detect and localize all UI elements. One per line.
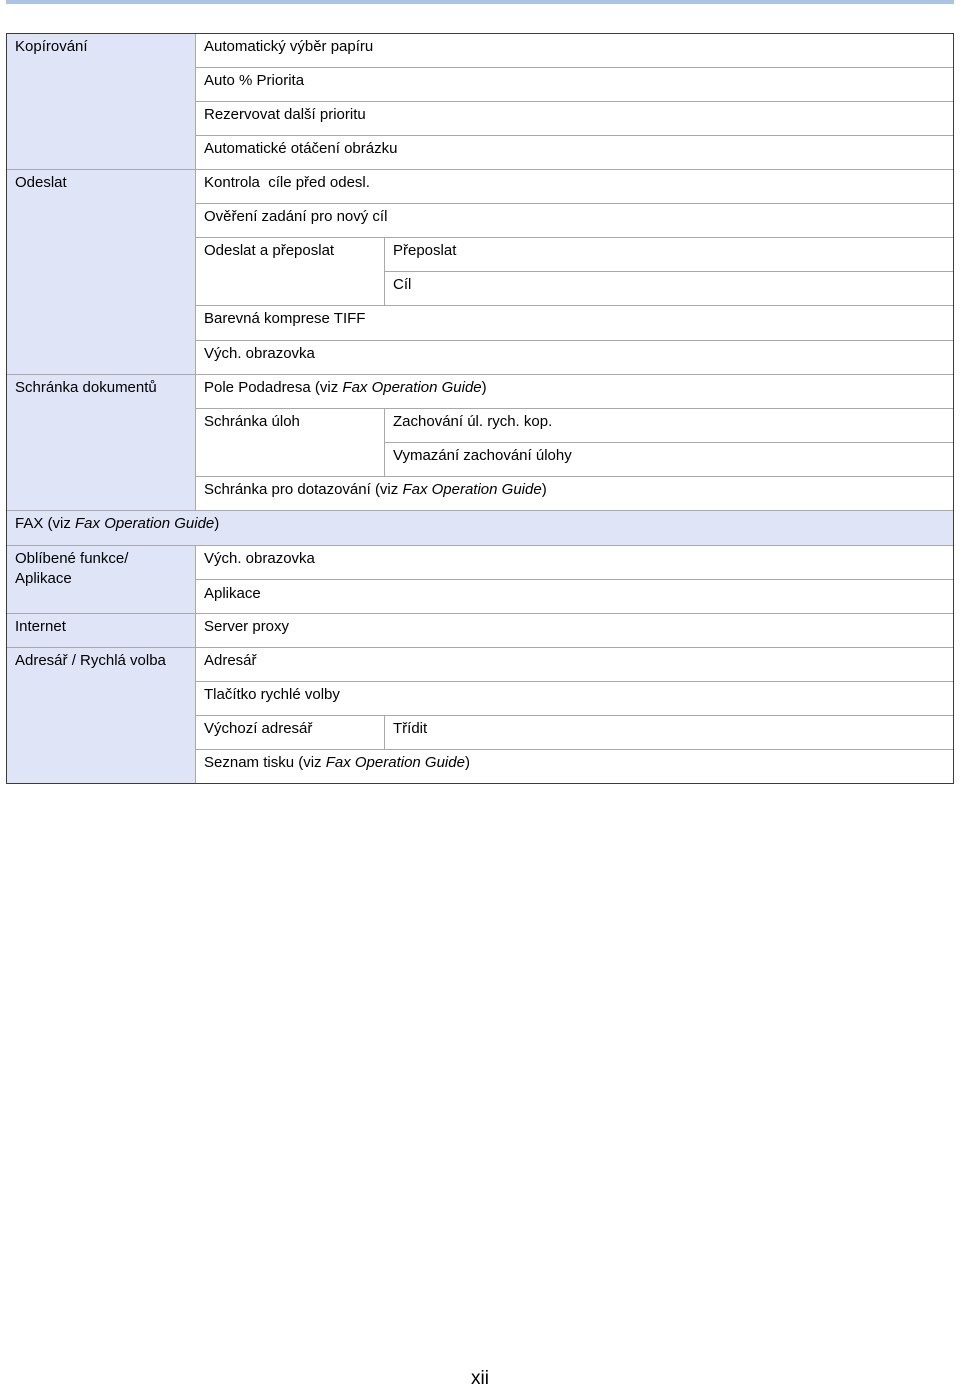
divider-row [195,647,954,648]
row-destination [384,271,954,305]
category-document-box [6,374,195,510]
auto-rotation-label: Automatické otáčení obrázku [204,140,398,157]
destination-label: Cíl [393,276,412,293]
reserve-priority-label: Rezervovat další prioritu [204,106,366,123]
entry-check-label: Ověření zadání pro nový cíl [204,208,388,225]
row-send-default-screen [195,340,954,374]
divider-row [195,135,954,136]
send-default-screen-label: Vých. obrazovka [204,345,315,362]
settings-menu-table [6,33,954,784]
divider-column-sub [384,408,385,476]
row-entry-check [195,203,954,237]
page-number: xii [471,1368,489,1389]
job-box-label: Schránka úloh [204,413,300,430]
divider-left-send-docbox [6,374,195,375]
category-document-box-label: Schránka dokumentů [15,379,157,396]
address-book-label: Adresář [204,652,257,669]
category-internet-label: Internet [15,618,66,635]
subaddress-suffix: ) [481,379,487,396]
category-send-label: Odeslat [15,174,67,191]
row-default-address-book [195,715,384,749]
divider-fax-top [6,510,954,511]
divider-column-sub [384,715,385,749]
row-delete-job-retention [384,442,954,476]
divider-row [195,408,954,409]
category-address-book [6,647,195,784]
row-auto-paper [195,33,954,67]
row-send-and-forward [195,237,384,305]
divider-row [195,203,954,204]
row-favorites-applications [195,579,954,613]
row-quick-copy-retention [384,408,954,442]
divider-row [195,305,954,306]
divider-column-sub [384,237,385,305]
divider-left-favorites-internet [6,613,195,614]
divider-row [195,237,954,238]
divider-row [195,613,954,614]
polling-suffix: ) [541,481,547,498]
quick-copy-retention-label: Zachování úl. rych. kop. [393,413,553,430]
category-fax [6,510,954,545]
divider-row [195,715,954,716]
divider-row [195,476,954,477]
category-favorites-line1: Oblíbené funkce/ [15,550,129,567]
divider-row [195,681,954,682]
row-print-list [195,749,954,784]
category-favorites [6,545,195,613]
divider-row [195,169,954,170]
auto-paper-label: Automatický výběr papíru [204,38,374,55]
row-forward [384,237,954,271]
row-sort [384,715,954,749]
subaddress-italic: Fax Operation Guide [342,379,482,396]
top-rule [6,0,954,4]
category-favorites-line2: Aplikace [15,570,72,587]
subaddress-prefix: Pole Podadresa (viz [204,379,343,396]
divider-row [195,749,954,750]
print-list-italic: Fax Operation Guide [325,754,465,771]
polling-prefix: Schránka pro dotazování (viz [204,481,403,498]
row-reserve-priority [195,101,954,135]
row-auto-priority [195,67,954,101]
category-send [6,169,195,374]
divider-row [195,374,954,375]
category-internet [6,613,195,647]
category-address-book-label: Adresář / Rychlá volba [15,652,166,669]
category-fax-prefix: FAX (viz [15,515,76,532]
row-polling-box [195,476,954,510]
favorites-default-screen-label: Vých. obrazovka [204,550,315,567]
category-fax-suffix: ) [214,515,220,532]
forward-label: Přeposlat [393,242,457,259]
category-copy-label: Kopírování [15,38,88,55]
row-job-box [195,408,384,476]
sort-label: Třídit [393,720,428,737]
divider-row [195,340,954,341]
divider-column-main [195,33,196,510]
favorites-applications-label: Aplikace [204,585,261,602]
delete-job-retention-label: Vymazání zachování úlohy [393,447,572,464]
row-color-tiff [195,305,954,340]
divider-row [195,67,954,68]
row-one-touch [195,681,954,715]
divider-row [384,271,954,272]
check-destination-label: Kontrola cíle před odesl. [204,174,370,191]
print-list-prefix: Seznam tisku (viz [204,754,326,771]
divider-fax-bottom [6,545,954,546]
divider-left-copy-send [6,169,195,170]
print-list-suffix: ) [464,754,470,771]
divider-left-internet-address [6,647,195,648]
one-touch-label: Tlačítko rychlé volby [204,686,340,703]
send-and-forward-label: Odeslat a přeposlat [204,242,335,259]
row-favorites-default-screen [195,545,954,579]
row-proxy [195,613,954,647]
divider-column-main [195,545,196,784]
category-copy [6,33,195,169]
row-auto-rotation [195,135,954,169]
divider-row [195,579,954,580]
row-address-book [195,647,954,681]
row-subaddress-box [195,374,954,408]
proxy-label: Server proxy [204,618,290,635]
auto-priority-label: Auto % Priorita [204,72,305,89]
divider-row [384,442,954,443]
category-fax-italic: Fax Operation Guide [75,515,215,532]
polling-italic: Fax Operation Guide [402,481,542,498]
divider-row [195,101,954,102]
row-check-destination [195,169,954,203]
color-tiff-label: Barevná komprese TIFF [204,310,366,327]
default-address-book-label: Výchozí adresář [204,720,313,737]
